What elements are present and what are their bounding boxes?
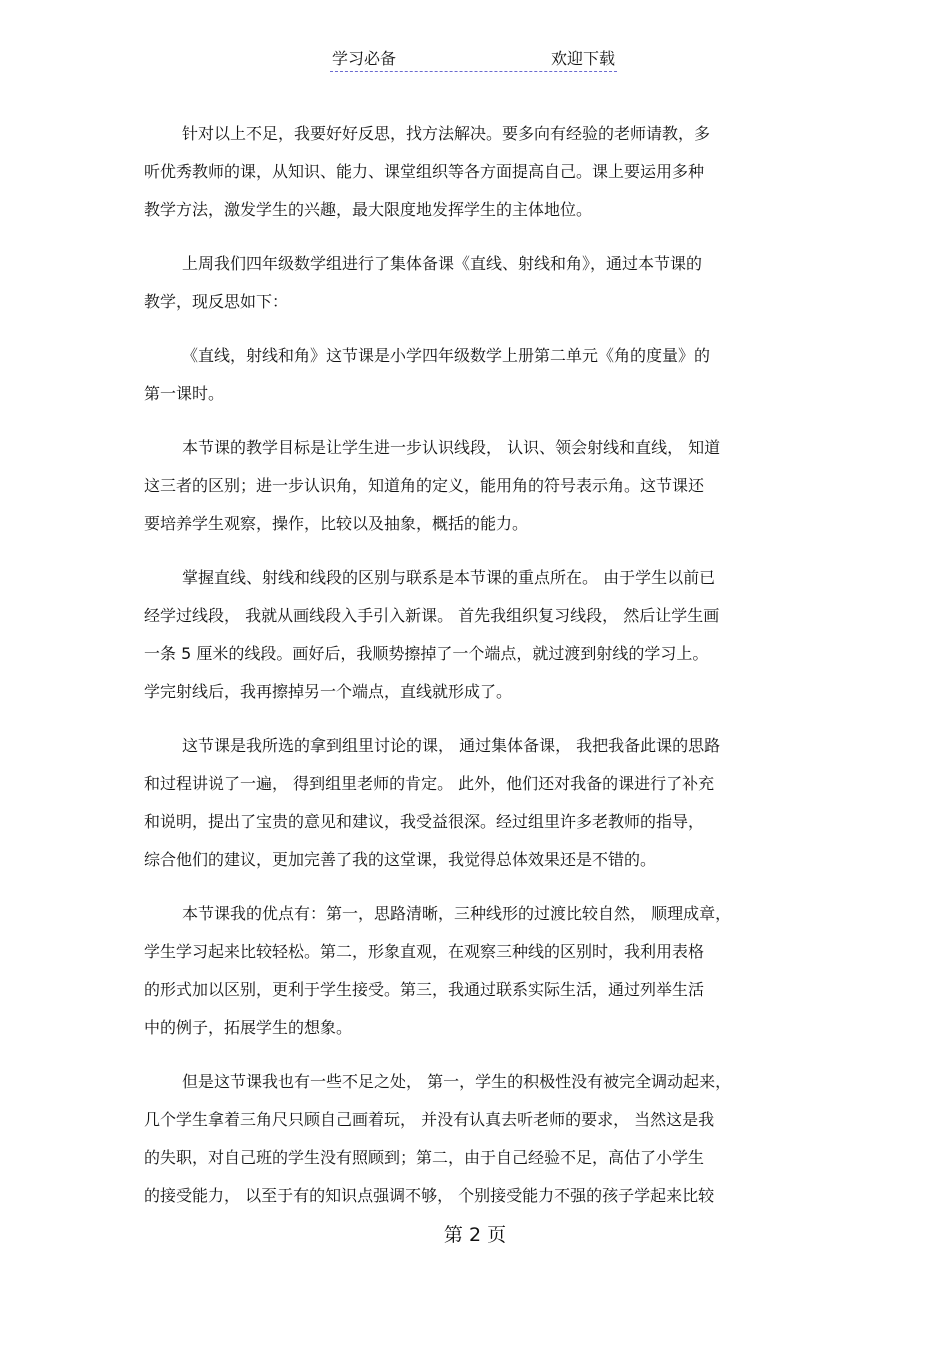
paragraph-line: 上周我们四年级数学组进行了集体备课《直线、射线和角》，通过本节课的 [182, 254, 703, 273]
paragraph-line: 本节课的教学目标是让学生进一步认识线段， 认识、领会射线和直线， 知道 [182, 438, 721, 457]
paragraph-line: 这三者的区别；进一步认识角，知道角的定义，能用角的符号表示角。这节课还 [144, 476, 705, 495]
paragraph-line: 这节课是我所选的拿到组里讨论的课， 通过集体备课， 我把我备此课的思路 [182, 736, 721, 755]
paragraph-1 [144, 119, 814, 233]
paragraph-3 [144, 341, 814, 417]
header-right-text: 欢迎下载 [550, 49, 615, 68]
paragraph-line: 几个学生拿着三角尺只顾自己画着玩， 并没有认真去听老师的要求， 当然这是我 [144, 1110, 715, 1129]
paragraph-line: 《直线，射线和角》这节课是小学四年级数学上册第二单元《角的度量》的 [182, 346, 711, 365]
paragraph-line: 教学，现反思如下： [144, 292, 289, 311]
paragraph-line: 一条 5 厘米的线段。画好后，我顺势擦掉了一个端点，就过渡到射线的学习上。 [144, 644, 709, 663]
page-number: 第 2 页 [443, 1224, 507, 1246]
paragraph-line: 经学过线段， 我就从画线段入手引入新课。 首先我组织复习线段， 然后让学生画 [144, 606, 720, 625]
paragraph-line: 和过程讲说了一遍， 得到组里老师的肯定。 此外，他们还对我备的课进行了补充 [144, 774, 715, 793]
paragraph-4 [144, 433, 814, 547]
paragraph-line: 针对以上不足，我要好好反思，找方法解决。要多向有经验的老师请教，多 [182, 124, 711, 143]
paragraph-2 [144, 249, 814, 325]
paragraph-line: 要培养学生观察，操作，比较以及抽象，概括的能力。 [144, 514, 529, 533]
paragraph-line: 掌握直线、射线和线段的区别与联系是本节课的重点所在。 由于学生以前已 [182, 568, 716, 587]
paragraph-8 [144, 1067, 814, 1219]
paragraph-6 [144, 731, 814, 883]
paragraph-line: 听优秀教师的课，从知识、能力、课堂组织等各方面提高自己。课上要运用多种 [144, 162, 705, 181]
paragraph-line: 教学方法，激发学生的兴趣，最大限度地发挥学生的主体地位。 [144, 200, 593, 219]
paragraph-line: 本节课我的优点有：第一，思路清晰，三种线形的过渡比较自然， 顺理成章， [182, 904, 732, 923]
paragraph-5 [144, 563, 814, 715]
paragraph-line: 的形式加以区别，更利于学生接受。第三，我通过联系实际生活，通过列举生活 [144, 980, 705, 999]
paragraph-line: 中的例子，拓展学生的想象。 [144, 1018, 353, 1037]
paragraph-line: 学生学习起来比较轻松。第二，形象直观，在观察三种线的区别时，我利用表格 [144, 942, 705, 961]
header-dashed-rule [330, 71, 617, 72]
paragraph-7 [144, 899, 814, 1051]
page-header [330, 44, 617, 72]
paragraph-line: 的失职，对自己班的学生没有照顾到；第二，由于自己经验不足，高估了小学生 [144, 1148, 705, 1167]
paragraph-line: 的接受能力， 以至于有的知识点强调不够， 个别接受能力不强的孩子学起来比较 [144, 1186, 715, 1205]
paragraph-line: 学完射线后，我再擦掉另一个端点，直线就形成了。 [144, 682, 513, 701]
document-body [144, 119, 814, 1235]
header-left-text: 学习必备 [332, 49, 397, 68]
paragraph-line: 和说明，提出了宝贵的意见和建议，我受益很深。经过组里许多老教师的指导， [144, 812, 705, 831]
paragraph-line: 第一课时。 [144, 384, 225, 403]
paragraph-line: 但是这节课我也有一些不足之处， 第一，学生的积极性没有被完全调动起来， [182, 1072, 732, 1091]
paragraph-line: 综合他们的建议，更加完善了我的这堂课，我觉得总体效果还是不错的。 [144, 850, 657, 869]
